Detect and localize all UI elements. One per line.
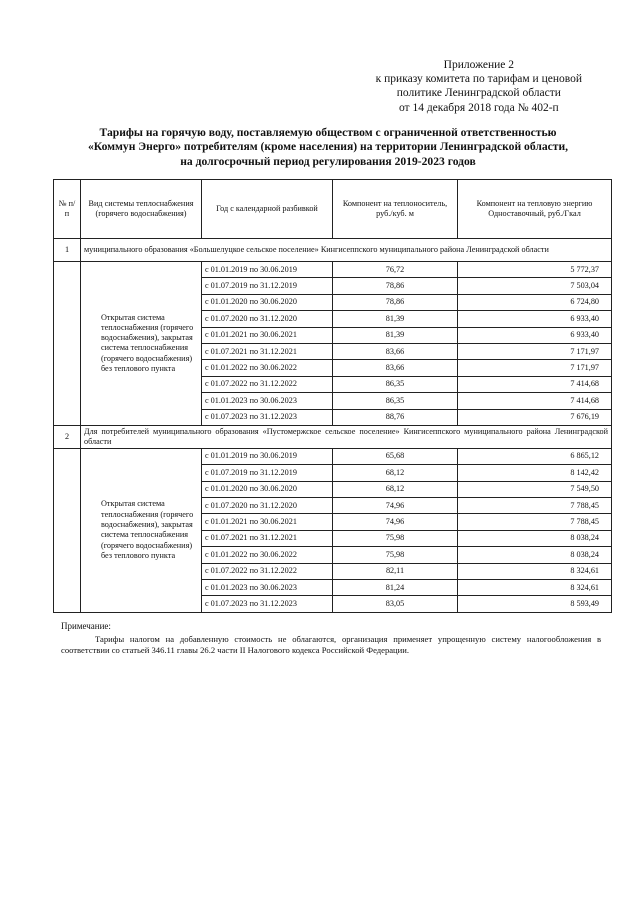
header-energy	[458, 180, 612, 239]
section-number: 1	[54, 239, 81, 262]
energy-value-cell: 7 171,97	[458, 343, 612, 359]
energy-value-cell: 6 933,40	[458, 327, 612, 343]
energy-value-cell: 8 038,24	[458, 530, 612, 546]
carrier-value-cell: 75,98	[333, 530, 458, 546]
energy-value-cell: 8 038,24	[458, 547, 612, 563]
energy-value-cell: 6 724,80	[458, 294, 612, 310]
table-header-row	[54, 180, 612, 239]
energy-value-cell: 7 676,19	[458, 409, 612, 425]
period-cell: с 01.07.2021 по 31.12.2021	[202, 343, 333, 359]
energy-value-cell: 6 865,12	[458, 448, 612, 464]
title-line: Тарифы на горячую воду, поставляемую обществом с ограниченной ответственностью	[99, 126, 557, 139]
carrier-value-cell: 83,66	[333, 343, 458, 359]
appendix-line: к приказу комитета по тарифам и ценовой	[375, 73, 582, 86]
carrier-value-cell: 83,05	[333, 596, 458, 612]
document-title	[40, 126, 616, 169]
table-body	[54, 239, 612, 613]
section-title: Для потребителей муниципального образования «Пустомержское сельское поселение» Кингисеппского муниципального района Ленинградской области	[81, 425, 612, 448]
section-title: муниципального образования «Большелуцкое сельское поселение» Кингисеппского муниципального района Ленинградской области	[81, 239, 612, 262]
note-label: Примечание:	[61, 621, 111, 631]
system-type-cell: Открытая система теплоснабжения (горячего водоснабжения), закрытая система теплоснабжения (горячего водоснабжения) без теплового пункта	[81, 448, 202, 612]
period-cell: с 01.07.2023 по 31.12.2023	[202, 409, 333, 425]
carrier-value-cell: 68,12	[333, 481, 458, 497]
system-type-cell: Открытая система теплоснабжения (горячего водоснабжения), закрытая система теплоснабжения (горячего водоснабжения) без теплового пункта	[81, 262, 202, 426]
carrier-value-cell: 75,98	[333, 547, 458, 563]
carrier-value-cell: 83,66	[333, 360, 458, 376]
energy-value-cell: 8 593,49	[458, 596, 612, 612]
energy-value-cell: 7 414,68	[458, 376, 612, 392]
period-cell: с 01.01.2019 по 30.06.2019	[202, 448, 333, 464]
appendix-header	[376, 58, 582, 115]
energy-value-cell: 7 503,04	[458, 278, 612, 294]
carrier-value-cell: 74,96	[333, 514, 458, 530]
empty-number-cell	[54, 448, 81, 612]
period-cell: с 01.07.2020 по 31.12.2020	[202, 498, 333, 514]
period-cell: с 01.07.2023 по 31.12.2023	[202, 596, 333, 612]
carrier-value-cell: 76,72	[333, 262, 458, 278]
energy-value-cell: 8 142,42	[458, 465, 612, 481]
energy-value-cell: 7 549,50	[458, 481, 612, 497]
period-cell: с 01.01.2019 по 30.06.2019	[202, 262, 333, 278]
carrier-value-cell: 82,11	[333, 563, 458, 579]
section-row	[54, 239, 612, 262]
period-cell: с 01.01.2022 по 30.06.2022	[202, 547, 333, 563]
appendix-line: Приложение 2	[443, 59, 515, 71]
carrier-value-cell: 65,68	[333, 448, 458, 464]
carrier-value-cell: 74,96	[333, 498, 458, 514]
header-energy-top: Компонент на тепловую энергию	[476, 198, 593, 208]
energy-value-cell: 8 324,61	[458, 580, 612, 596]
carrier-value-cell: 78,86	[333, 294, 458, 310]
energy-value-cell: 7 171,97	[458, 360, 612, 376]
title-line: на долгосрочный период регулирования 2019-2023 годов	[180, 154, 476, 168]
carrier-value-cell: 81,24	[333, 580, 458, 596]
period-cell: с 01.07.2019 по 31.12.2019	[202, 465, 333, 481]
period-cell: с 01.07.2021 по 31.12.2021	[202, 530, 333, 546]
appendix-line: от 14 декабря 2018 года № 402-п	[398, 101, 559, 114]
table-row	[54, 448, 612, 464]
carrier-value-cell: 78,86	[333, 278, 458, 294]
energy-value-cell: 7 788,45	[458, 498, 612, 514]
header-energy-sub: Одноставочный, руб./Гкал	[488, 209, 581, 218]
energy-value-cell: 8 324,61	[458, 563, 612, 579]
period-cell: с 01.01.2021 по 30.06.2021	[202, 327, 333, 343]
period-cell: с 01.01.2023 по 30.06.2023	[202, 580, 333, 596]
period-cell: с 01.01.2021 по 30.06.2021	[202, 514, 333, 530]
header-period: Год с календарной разбивкой	[202, 180, 333, 239]
title-line: «Коммун Энерго» потребителям (кроме населения) на территории Ленинградской области,	[87, 140, 569, 154]
energy-value-cell: 5 772,37	[458, 262, 612, 278]
carrier-value-cell: 88,76	[333, 409, 458, 425]
period-cell: с 01.01.2020 по 30.06.2020	[202, 294, 333, 310]
header-carrier: Компонент на теплоноситель, руб./куб. м	[333, 180, 458, 239]
section-row	[54, 425, 612, 448]
period-cell: с 01.01.2023 по 30.06.2023	[202, 393, 333, 409]
energy-value-cell: 7 414,68	[458, 393, 612, 409]
period-cell: с 01.07.2019 по 31.12.2019	[202, 278, 333, 294]
carrier-value-cell: 86,35	[333, 393, 458, 409]
period-cell: с 01.07.2022 по 31.12.2022	[202, 376, 333, 392]
period-cell: с 01.01.2022 по 30.06.2022	[202, 360, 333, 376]
appendix-line: политике Ленинградской области	[396, 87, 561, 100]
energy-value-cell: 7 788,45	[458, 514, 612, 530]
table-row	[54, 262, 612, 278]
carrier-value-cell: 68,12	[333, 465, 458, 481]
period-cell: с 01.01.2020 по 30.06.2020	[202, 481, 333, 497]
period-cell: с 01.07.2022 по 31.12.2022	[202, 563, 333, 579]
carrier-value-cell: 86,35	[333, 376, 458, 392]
energy-value-cell: 6 933,40	[458, 311, 612, 327]
note-text: Тарифы налогом на добавленную стоимость не облагаются, организация применяет упрощенную систему налогообложения в соответствии со статьей 346.11 главы 26.2 части II Налогового кодекса Российской Федерации.	[61, 634, 601, 655]
carrier-value-cell: 81,39	[333, 327, 458, 343]
empty-number-cell	[54, 262, 81, 426]
header-number: № п/п	[54, 180, 81, 239]
section-number: 2	[54, 425, 81, 448]
period-cell: с 01.07.2020 по 31.12.2020	[202, 311, 333, 327]
tariff-table	[53, 179, 612, 613]
header-system: Вид системы теплоснабжения (горячего водоснабжения)	[81, 180, 202, 239]
carrier-value-cell: 81,39	[333, 311, 458, 327]
